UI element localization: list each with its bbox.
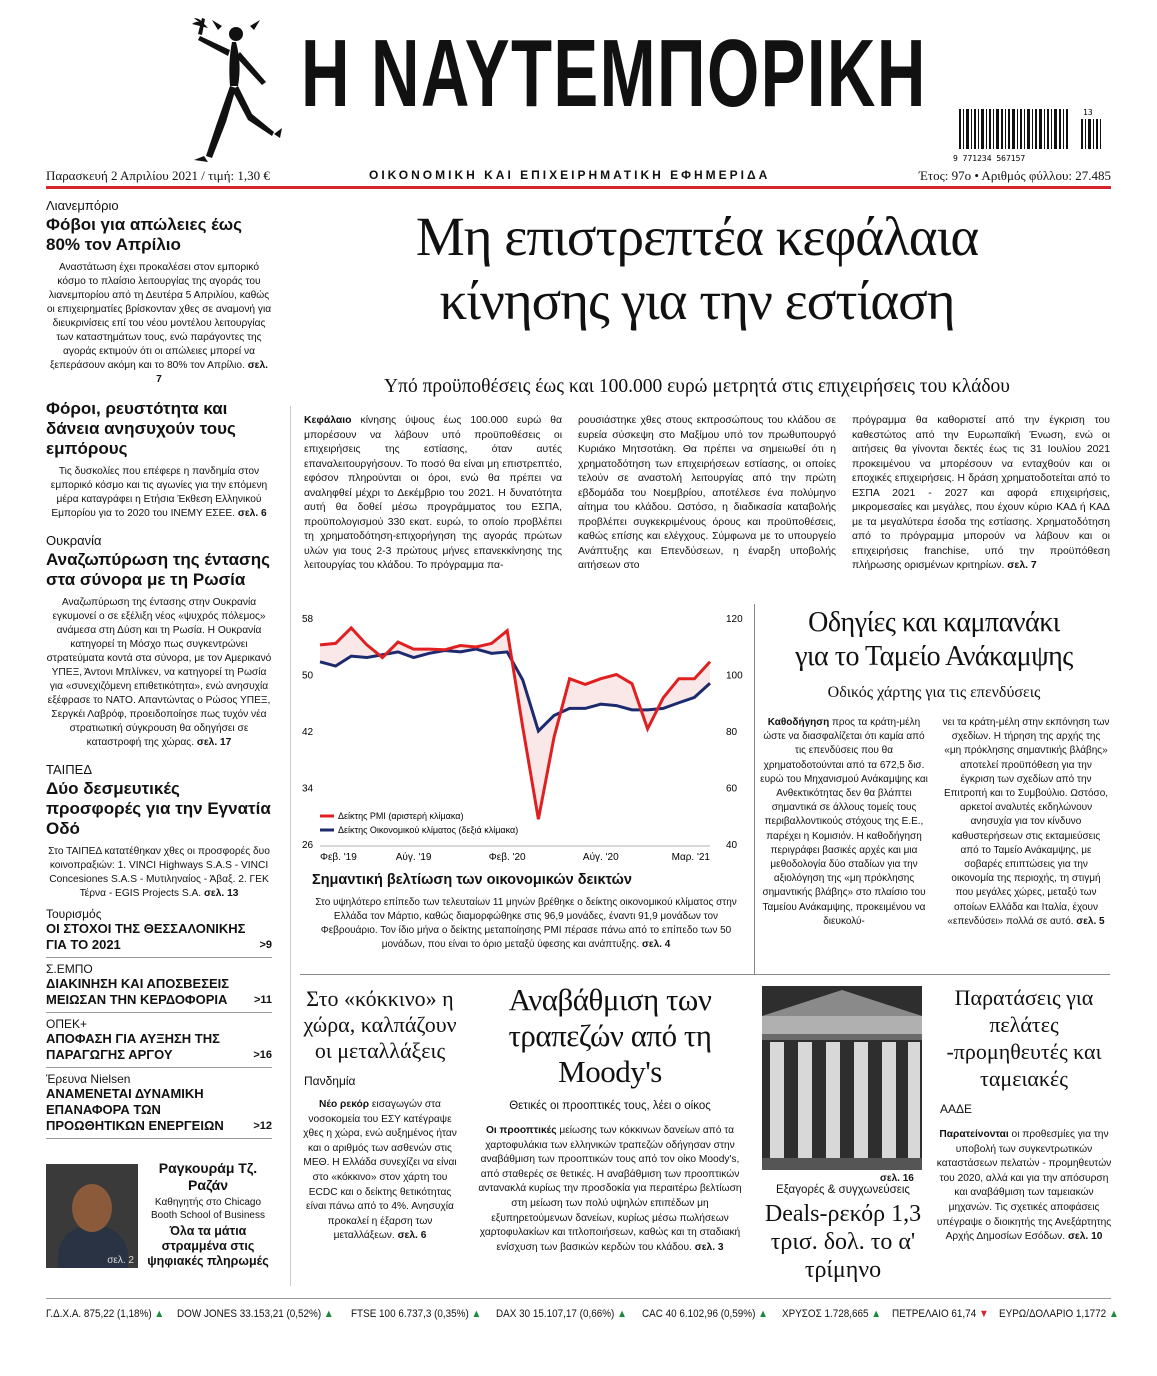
story-title[interactable]: Φόροι, ρευστότητα και δάνεια ανησυχούν τους εμπόρους [46, 399, 236, 458]
y-left-tick-label: 26 [302, 840, 314, 851]
columnist-photo [46, 1164, 138, 1268]
story-title[interactable]: Παρατάσεις για πελάτες -προμηθευτές και ταμειακές [946, 985, 1102, 1091]
lead-headline[interactable]: Μη επιστρεπτέα κεφάλαια κίνησης για την εστίαση [415, 206, 979, 331]
ticker-text: ΕΥΡΩ/ΔΟΛΑΡΙΟ 1,1772 [999, 1307, 1110, 1320]
lead-body [304, 414, 1110, 574]
lead-deck: Υπό προϋποθέσεις έως και 100.000 ευρώ μετρητά στις επιχειρήσεις του κλάδου [384, 376, 1010, 397]
teaser-item[interactable]: ΟΙ ΣΤΟΧΟΙ ΤΗΣ ΘΕΣΣΑΛΟΝΙΚΗΣ ΓΙΑ ΤΟ 2021 >9 [46, 921, 272, 958]
section-label: Ουκρανία [46, 533, 102, 548]
section-label: ΑΑΔΕ [940, 1102, 973, 1116]
section-label: Λιανεμπόριο [46, 198, 119, 213]
page-ref[interactable]: σελ. 13 [203, 888, 239, 899]
story-body: Αναζωπύρωση της έντασης στην Ουκρανία εγκυμονεί ο σε εξέλιξη νέος «ψυχρός πόλεμος» ανάμεσα στη Δύση και τη Ρωσία. Η Ουκρανία κατηγορεί τη Μόσχο πως συγκεντρώνει στρατεύματα κοντά στα σύνορα, με τον Αμερικανό ΥΠΕΞ, Άντονι Μπλίνκεν, να κατηγορεί τη Ρωσία για «συνεχιζόμενη επιθετικότητα», ενώ ανησυχία εξέφρασε το ΝΑΤΟ. Απαντώντας ο Ρώσος ΥΠΕΞ, Σεργκέι Λαβρόφ, προειδοποίησε πως τυχόν νέα στρατιωτική σύγκρουση θα οδηγήσει σε καταστροφή της χώρας. σελ. 17 [46, 597, 272, 748]
arrow-up-icon: ▲ [617, 1307, 628, 1320]
recovery-headline[interactable]: Οδηγίες και καμπανάκι για το Ταμείο Ανάκαμψης [795, 607, 1073, 672]
legend-label: Δείκτης PMI (αριστερή κλίμακα) [338, 811, 464, 821]
y-right-tick-label: 80 [726, 727, 738, 738]
columnist-role: Καθηγητής στο Chicago Booth School of Business [151, 1197, 265, 1221]
page-ref[interactable]: σελ. 6 [397, 1230, 427, 1242]
page-ref[interactable]: σελ. 6 [237, 508, 267, 519]
y-right-tick-label: 40 [726, 840, 738, 851]
section-label: Σ.ΕΜΠΟ [46, 962, 93, 976]
ticker-item [999, 1308, 1119, 1320]
x-tick-label: Αύγ. '19 [395, 852, 432, 863]
story-title[interactable]: Δύο δεσμευτικές προσφορές για την Εγνατία Οδό [46, 779, 271, 838]
y-left-tick-label: 50 [302, 670, 314, 682]
section-label: Τουρισμός [46, 907, 102, 921]
section-label: ΟΠΕΚ+ [46, 1017, 88, 1031]
story-deck: Θετικές οι προοπτικές τους, λέει ο οίκος [509, 1100, 711, 1112]
story-body: Παρατείνονται οι προθεσμίες για την υποβολή των συγκεντρωτικών καταστάσεων πελατών - προμηθευτών του 2020, αλλά και για την απόσυρση και αναβάθμιση των ταμειακών μηχανών. Τις σχετικές αποφάσεις υπέγραψε ο διοικητής της Ανεξάρτητης Αρχής Δημοσίων Εσόδων. σελ. 10 [936, 1129, 1112, 1243]
y-right-tick-label: 120 [726, 614, 743, 625]
section-label: Εξαγορές & συγχωνεύσεις [776, 1184, 910, 1196]
page-ref[interactable]: σελ. 5 [1076, 915, 1105, 927]
arrow-up-icon: ▲ [870, 1307, 881, 1320]
masthead-rule [46, 186, 1111, 189]
page-ref: >9 [259, 939, 272, 951]
newspaper-title: Η ΝΑΥΤΕΜΠΟΡΙΚΗ [301, 20, 927, 127]
recovery-deck: Οδικός χάρτης για τις επενδύσεις [827, 684, 1041, 701]
ticker-item [642, 1308, 768, 1320]
story-moodys [474, 982, 746, 1255]
ticker-item [782, 1308, 881, 1320]
y-left-tick-label: 34 [302, 783, 314, 795]
recovery-col-1: Καθοδήγηση προς τα κράτη-μέλη ώστε να διασφαλίζεται ότι καμία από τις επενδύσεις που θα χρηματοδοτούνται από τα 672,5 δισ. ευρώ του Μηχανισμού Ανάκαμψης και Ανθεκτικότητας δεν θα βλάπτει σημαντικά σε άλλους τομείς τους περιβαλλοντικούς στόχους της Ε.Ε., παρέχει η Κομισιόν. Η καθοδήγηση περιγράφει βασικές αρχές και μια μεθοδολογία δύο σταδίων για την αξιολόγηση της «μη πρόκλησης σημαντικής βλάβης» στο πλαίσιο του Ταμείου Ανάκαμψης, προκειμένου να διευκολύ- [760, 717, 928, 927]
photo-page-ref: σελ. 16 [880, 1173, 914, 1184]
story-body: Αναστάτωση έχει προκαλέσει στον εμπορικό κόσμο το πλαίσιο λειτουργίας της αγοράς του λιανεμπορίου από τη Δευτέρα 5 Απριλίου, καθώς οι επιχειρηματίες βρίσκονταν χθες σε αναμονή για διευκρινίσεις επί του νέου μοντέλου λειτουργίας των καταστημάτων τους, ενώ παράγοντες της αγοράς εκτιμούν ότι οι απώλειες μπορεί να ξεπεράσουν ακόμη και το 80% τον Απρίλιο. σελ. 7 [46, 262, 272, 385]
chart-title: Σημαντική βελτίωση των οικονομικών δεικτών [312, 872, 632, 888]
masthead [46, 10, 1111, 185]
divider-vertical [754, 604, 755, 974]
ticker-item [177, 1308, 334, 1320]
story-title[interactable]: Αναβάθμιση των τραπεζών από τη Moody's [508, 982, 712, 1089]
section-label: Έρευνα Nielsen [46, 1072, 131, 1086]
masthead-subtitle: ΟΙΚΟΝΟΜΙΚΗ ΚΑΙ ΕΠΙΧΕΙΡΗΜΑΤΙΚΗ ΕΦΗΜΕΡΙΔΑ [369, 168, 771, 182]
story-body: Τις δυσκολίες που επέφερε η πανδημία στον εμπορικό κόσμο και τις αγωνίες για την επόμενη μέρα καταγράφει η Ετήσια Έκθεση Ελληνικού Εμπορίου για το 2020 του ΙΝΕΜΥ ΕΣΕΕ. σελ. 6 [50, 466, 268, 519]
arrow-down-icon: ▼ [978, 1307, 989, 1320]
section-label: ΤΑΙΠΕΔ [46, 762, 93, 777]
arrow-up-icon: ▲ [471, 1307, 482, 1320]
left-column [46, 198, 272, 1143]
story-title[interactable]: Στο «κόκκινο» η χώρα, καλπάζουν οι μεταλλάξεις [303, 986, 457, 1063]
y-left-tick-label: 42 [302, 727, 314, 738]
page-ref: >11 [253, 994, 272, 1006]
section-label: Πανδημία [304, 1074, 356, 1088]
y-right-tick-label: 60 [726, 783, 738, 795]
ticker-item [351, 1308, 481, 1320]
chart-svg [300, 604, 750, 868]
arrow-up-icon: ▲ [154, 1307, 165, 1320]
teaser-item[interactable]: ΑΝΑΜΕΝΕΤΑΙ ΔΥΝΑΜΙΚΗ ΕΠΑΝΑΦΟΡΑ ΤΩΝ ΠΡΟΩΘΗΤΙΚΩΝ ΕΝΕΡΓΕΙΩΝ >12 [46, 1086, 272, 1139]
ticker-item [46, 1308, 164, 1320]
issue-number: Έτος: 97ο • Αριθμός φύλλου: 27.485 [918, 168, 1111, 183]
ticker-text: ΧΡΥΣΟΣ 1.728,665 [781, 1307, 871, 1320]
legend-label: Δείκτης Οικονομικού κλίματος (δεξιά κλίμακα) [338, 825, 519, 835]
story-body: Οι προοπτικές μείωσης των κόκκινων δανείων από τα χαρτοφυλάκια των ελληνικών τραπεζών οδήγησαν στην αναβάθμιση των προοπτικών τους από τον οίκο Moody's, από σταθερές σε θετικές. Η αναβάθμιση των προοπτικών αντανακλά κυρίως την προσδοκία για περαιτέρω βελτίωση στη μείωση των πολύ υψηλών επιπέδων μη εξυπηρετούμενων δανείων, κυρίως μέσω πωλήσεων χαρτοφυλακίων και τιτλοποιήσεων, καθώς και τη σταδιακή ενίσχυση των βασικών κερδών του κλάδου. σελ. 3 [478, 1125, 742, 1253]
recovery-col-2: νει τα κράτη-μέλη στην εκπόνηση των σχεδίων. Η τήρηση της αρχής της «μη πρόκλησης σημαντικής βλάβης» αποτελεί προϋπόθεση για την έγκριση των σχεδίων από την Επιτροπή και το Συμβούλιο. Ωστόσο, αρκετοί αναλυτές εκδηλώνουν ανησυχία για τον κίνδυνο καθυστερήσεων στις εκταμιεύσεις από το Ταμείο Ανάκαμψης, με σοβαρές επιπτώσεις για την οικονομία της περιοχής, τη στιγμή που μεγάλες χώρες, μεταξύ των οποίων Ελλάδα και Ιταλία, έχουν «επενδύσει» πολλά σε αυτό. σελ. 5 [942, 717, 1110, 927]
hermes-logo [178, 16, 288, 171]
story-body: Νέο ρεκόρ εισαγωγών στα νοσοκομεία του ΕΣΥ κατέγραψε χθες η χώρα, ενώ αυξημένος ήταν και ο αριθμός των ασθενών στις ΜΕΘ. Η Ελλάδα συνεχίζει να είναι στο «κόκκινο» στον χάρτη του ECDC και ο δείκτης θετικότητας είναι πάνω από το 4%. Ανησυχία προκαλεί η έξαρση των μεταλλάξεων. σελ. 6 [303, 1099, 457, 1242]
story-title[interactable]: Deals-ρεκόρ 1,3 τρισ. δολ. το α' τρίμηνο [764, 1201, 922, 1283]
arrow-up-icon: ▲ [324, 1307, 335, 1320]
divider [300, 974, 1110, 975]
story-title[interactable]: Αναζωπύρωση της έντασης στα σύνορα με τη Ρωσία [46, 550, 270, 589]
x-tick-label: Αύγ. '20 [582, 852, 619, 863]
story-red-zone [300, 986, 460, 1244]
ticker-text: FTSE 100 6.737,3 (0,35%) [351, 1307, 472, 1320]
page-ref[interactable]: σελ. 17 [196, 737, 232, 748]
story-aade [936, 984, 1112, 1245]
ticker-text: ΠΕΤΡΕΛΑΙΟ 61,74 [891, 1307, 979, 1320]
arrow-up-icon: ▲ [757, 1307, 768, 1320]
x-tick-label: Μαρ. '21 [671, 852, 710, 863]
columnist-quote: Όλα τα μάτια στραμμένα στις ψηφιακές πληρωμές [147, 1224, 269, 1268]
barcode-addon: 13 [1083, 108, 1093, 117]
y-left-tick-label: 58 [302, 614, 314, 625]
story-deals [762, 1184, 924, 1284]
recovery-body [760, 716, 1110, 929]
columnist-name: Ραγκουράμ Τζ. Ραζάν [158, 1160, 258, 1193]
story-title[interactable]: Φόβοι για απώλειες έως 80% τον Απρίλιο [46, 215, 242, 254]
page-ref: >16 [253, 1049, 272, 1061]
nyse-photo [762, 986, 922, 1170]
page-ref[interactable]: σελ. 7 [1007, 560, 1037, 571]
page-ref: σελ. 2 [107, 1255, 134, 1266]
ticker-item [892, 1308, 989, 1320]
ticker-text: DAX 30 15.107,17 (0,66%) [496, 1307, 618, 1320]
date-price: Παρασκευή 2 Απριλίου 2021 / τιμή: 1,30 € [46, 168, 270, 183]
barcode [951, 105, 1111, 165]
barcode-number: 9 771234 567157 [953, 154, 1026, 163]
x-tick-label: Φεβ. '19 [320, 852, 357, 863]
page-ref[interactable]: σελ. 7 [156, 360, 269, 385]
page-ref[interactable]: σελ. 3 [694, 1241, 724, 1253]
y-right-tick-label: 100 [726, 670, 743, 682]
ticker-item [496, 1308, 627, 1320]
ticker-text: CAC 40 6.102,96 (0,59%) [641, 1307, 758, 1320]
arrow-up-icon: ▲ [1109, 1307, 1119, 1320]
lead-col-2: ρουσιάστηκε χθες στους εκπροσώπους του κλάδου σε ευρεία σύσκεψη στο Μαξίμου υπό τον πρωθυπουργό Κυριάκο Μητσοτάκη. Θα πρέπει να σημειωθεί ότι η χρηματοδότηση των επιχειρήσεων εστίασης, οι οποίες τελούν σε αναστολή λειτουργίας από την πρώτη εβδομάδα του Νοεμβρίου, αποτέλεσε ένα πολύμηνο αίτημα του κλάδου. Ωστόσο, η διαδικασία καταβολής προβλέπει συγκεκριμένους όρους και προϋποθέσεις, καθώς επίσης και ελέγχους. Σύμφωνα με το υπουργείο Ανάπτυξης και Επενδύσεων, η έναρξη υποβολής αιτήσεων στο [578, 415, 836, 571]
market-ticker [46, 1298, 1119, 1324]
chart-caption: Στο υψηλότερο επίπεδο των τελευταίων 11 μηνών βρέθηκε ο δείκτης οικονομικού κλίματος στην Ελλάδα τον Μάρτιο, καθώς διαμορφώθηκε στις 96,9 μονάδες, έναντι 91,9 μονάδων τον Φεβρουάριο. Τον ίδιο μήνα ο δείκτης μεταποίησης PMI πέρασε πάνω από το επίπεδο των 50 μονάδων, που είναι το όριο μεταξύ ύφεσης και ανάπτυξης. σελ. 4 [315, 897, 737, 950]
lead-col-1: Κεφάλαιο κίνησης ύψους έως 100.000 ευρώ θα μπορέσουν να λάβουν υπό προϋποθέσεις οι επιχειρήσεις της εστίασης, όταν αυτές επαναλειτουργήσουν. Το ποσό θα είναι μη επιστρεπτέο, εφόσον πληρούνται οι όροι, ενώ θα πρέπει να αναληφθεί μέχρι το Δεκέμβριο του 2021. Η δυνατότητα αυτή θα δοθεί μέσω προγράμματος του ΕΣΠΑ, προϋπολογισμού 330 εκατ. ευρώ, το οποίο προβλέπει τη χρηματοδότηση-επιχορήγηση της αγοράς πρώτων υλών για τους 2-3 πρώτους μήνες επανεκκίνησης της λειτουργίας του κλάδου. Το πρόγραμμα πα- [304, 415, 562, 571]
divider-vertical [290, 406, 291, 1286]
page-ref[interactable]: σελ. 10 [1067, 1231, 1103, 1243]
lead-col-3: πρόγραμμα θα καθοριστεί από την έγκριση του καθεστώτος από την Ευρωπαϊκή Ένωση, ενώ οι αιτήσεις θα γίνονται δεκτές έως τις 31 Ιουλίου 2021 προκειμένου να μπορέσουν να ενταχθούν και οι εποχικές επιχειρήσεις. Η δράση χρηματοδοτείται από το ΕΣΠΑ 2021 - 2027 και αφορά επιχειρήσεις, μικρομεσαίες και μεγάλες, που έχουν κύριο ΚΑΔ ή ΚΑΔ με τα μεγαλύτερα έσοδα της εστίασης. Χρηματοδότηση από το πρόγραμμα μπορούν να λάβουν και οι επιχειρήσεις franchise, υπό την προϋπόθεση πλήρωσης ορισμένων κριτηρίων. σελ. 7 [852, 415, 1110, 571]
teaser-item[interactable]: ΑΠΟΦΑΣΗ ΓΙΑ ΑΥΞΗΣΗ ΤΗΣ ΠΑΡΑΓΩΓΗΣ ΑΡΓΟΥ >16 [46, 1031, 272, 1068]
ticker-text: Γ.Δ.Χ.Α. 875,22 (1,18%) [46, 1307, 155, 1320]
page-ref: >12 [253, 1120, 272, 1132]
story-body: Στο ΤΑΙΠΕΔ κατατέθηκαν χθες οι προσφορές δυο κοινοπραξιών: 1. VINCI Highways S.A.S - VINCI Concesiones S.A.S - Μυτιληναίος - Άβαξ. 2. ΓΕΚ Τέρνα - EGIS Projects S.A. σελ. 13 [48, 846, 270, 899]
columnist-box[interactable] [46, 1156, 272, 1268]
x-tick-label: Φεβ. '20 [488, 852, 526, 863]
page-ref[interactable]: σελ. 4 [641, 939, 671, 950]
teaser-item[interactable]: ΔΙΑΚΙΝΗΣΗ ΚΑΙ ΑΠΟΣΒΕΣΕΙΣ ΜΕΙΩΣΑΝ ΤΗΝ ΚΕΡΔΟΦΟΡΙΑ >11 [46, 976, 272, 1013]
ticker-text: DOW JONES 33.153,21 (0,52%) [177, 1307, 325, 1320]
chart [300, 604, 750, 868]
